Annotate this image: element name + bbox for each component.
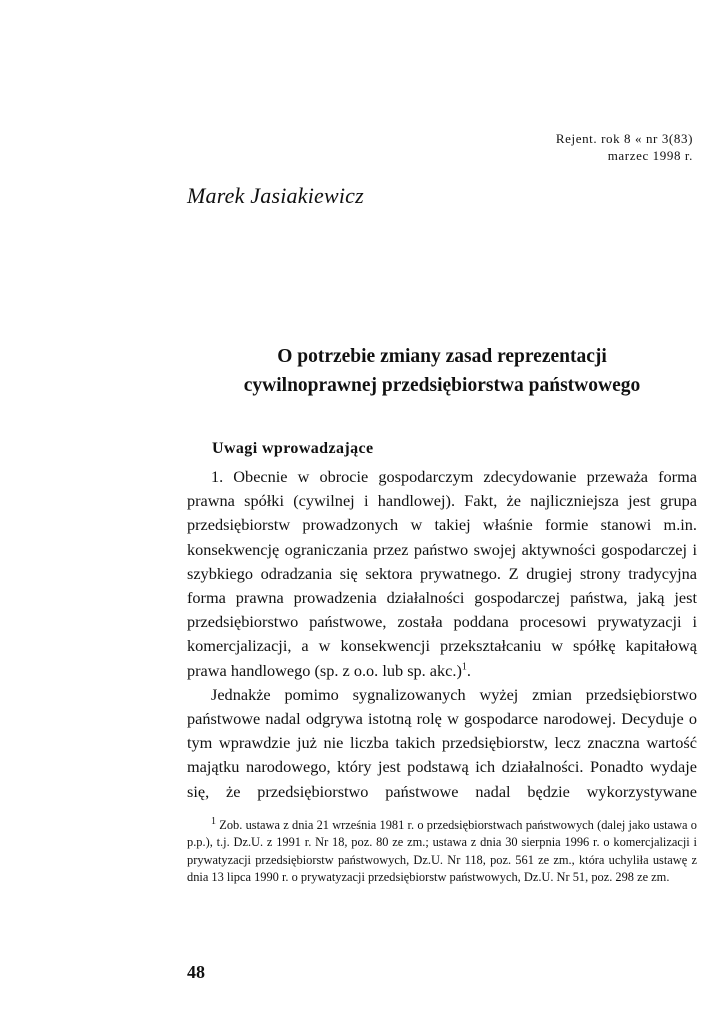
journal-header xyxy=(556,130,693,164)
article-body xyxy=(187,465,697,804)
paragraph-1 xyxy=(187,465,697,683)
journal-date: marzec 1998 r. xyxy=(607,148,693,163)
paragraph-1-text: 1. Obecnie w obrocie gospodarczym zdecydowanie przeważa forma prawna spółki (cywilnej i handlowej). Fakt, że najliczniejsza jest grupa przedsiębiorstw prowadzonych w takiej właśnie formie stanowi m.in. konsekwencję ograniczania przez państwo swojej aktywności gospodarczej i szybkiego odradzania się sektora prywatnego. Z drugiej strony tradycyjna forma prawna prowadzenia działalności gospodarczej państwa, jaką jest przedsiębiorstwo państwowe, została poddana procesowi prywatyzacji i komercjalizacji, a w konsekwencji przekształcaniu w spółkę kapitałową prawa handlowego (sp. z o.o. lub sp. akc.) xyxy=(187,467,697,680)
journal-issue: Rejent. rok 8 « nr 3(83) xyxy=(555,131,693,146)
section-heading: Uwagi wprowadzające xyxy=(212,440,374,457)
footnote-marker: 1 xyxy=(211,815,216,827)
paragraph-1-end: . xyxy=(466,660,471,680)
author-name: Marek Jasiakiewicz xyxy=(187,183,364,208)
article-title xyxy=(187,342,697,400)
footnote-reference: 1 xyxy=(461,661,467,673)
footnote xyxy=(187,817,697,887)
title-line-2: cywilnoprawnej przedsiębiorstwa państwowego xyxy=(243,375,641,396)
footnote-text: Zob. ustawa z dnia 21 września 1981 r. o przedsiębiorstwach państwowych (dalej jako ustawa o p.p.), t.j. Dz.U. z 1991 r. Nr 18, poz. 80 ze zm.; ustawa z dnia 30 sierpnia 1996 r. o komercjalizacji i prywatyzacji przedsiębiorstw państwowych, Dz.U. Nr 118, poz. 561 ze zm., która uchyliła ustawę z dnia 13 lipca 1990 r. o prywatyzacji przedsiębiorstw państwowych, Dz.U. Nr 51, poz. 298 ze zm. xyxy=(187,818,697,885)
page-number: 48 xyxy=(187,962,205,982)
footnote-1 xyxy=(187,817,697,887)
title-line-1: O potrzebie zmiany zasad reprezentacji xyxy=(277,346,607,367)
paragraph-2: Jednakże pomimo sygnalizowanych wyżej zmian przedsiębiorstwo państwowe nadal odgrywa istotną rolę w gospodarce narodowej. Decyduje o tym wprawdzie już nie liczba takich przedsiębiorstw, lecz znaczna wartość majątku narodowego, który jest podstawą ich działalności. Ponadto wydaje się, że przedsiębiorstwo państwowe nadal będzie wykorzystywane xyxy=(187,684,697,801)
